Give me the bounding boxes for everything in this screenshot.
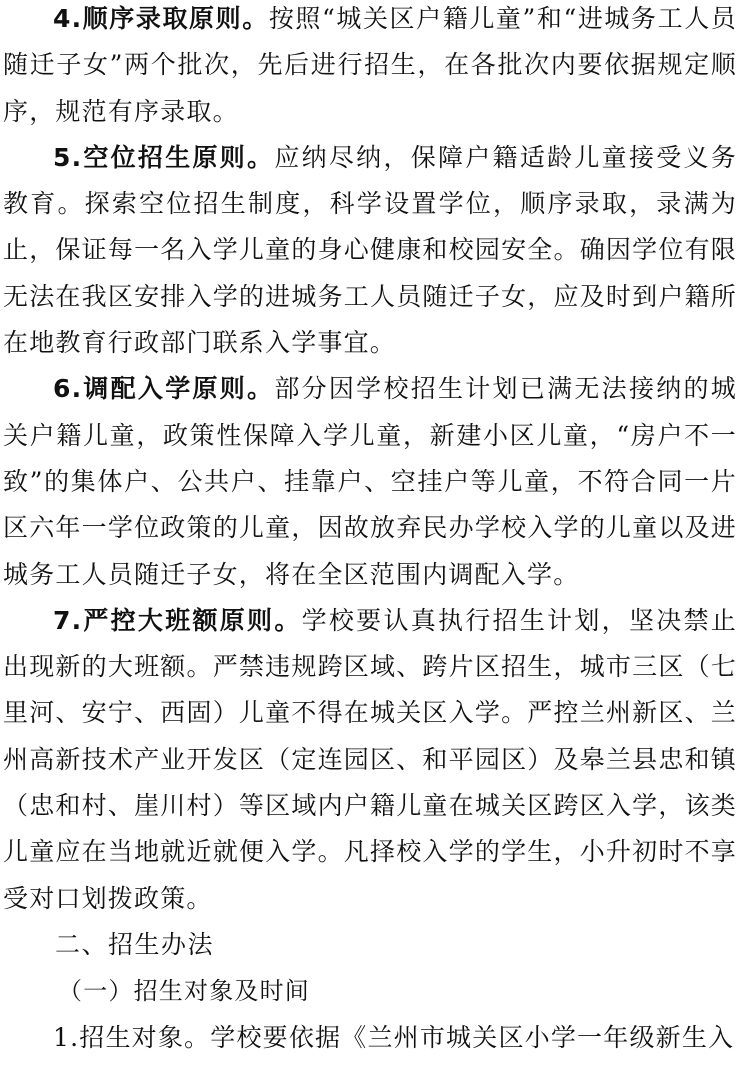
principle-6-heading: 6.调配入学原则。: [53, 374, 275, 404]
principle-7-heading: 7.严控大班额原则。: [53, 605, 302, 635]
section-heading: 二、招生办法: [55, 929, 215, 959]
principle-6-text: 部分因学校招生计划已满无法接纳的城关户籍儿童，政策性保障入学儿童，新建小区儿童，“房户不一致”的集体户、公共户、挂靠户、空挂户等儿童，不符合同一片区六年一学位政策的儿童，因故放弃民办学校入学的儿童以及进城务工人员随迁子女，将在全区范围内调配入学。: [3, 374, 737, 589]
principle-4-paragraph: [0, 0, 737, 135]
principle-7-text: 学校要认真执行招生计划，坚决禁止出现新的大班额。严禁违规跨区域、跨片区招生，城市三区（七里河、安宁、西固）儿童不得在城关区入学。严控兰州新区、兰州高新技术产业开发区（定连园区、和平园区）及皋兰县忠和镇（忠和村、崖川村）等区域内户籍儿童在城关区跨区入学，该类儿童应在当地就近就便入学。凡择校入学的学生，小升初时不享受对口划拨政策。: [3, 605, 737, 913]
subsection-heading: （一）招生对象及时间: [58, 977, 310, 1006]
principle-4-heading: 4.顺序录取原则。: [53, 4, 269, 33]
principle-6-paragraph: [0, 366, 737, 597]
enrollment-target-paragraph: 1.招生对象。学校要依据《兰州市城关区小学一年级新生入: [53, 1022, 735, 1052]
principle-4-text: 按照“城关区户籍儿童”和“进城务工人员随迁子女”两个批次，先后进行招生，在各批次内要依据规定顺序，规范有序录取。: [3, 4, 737, 126]
principle-5-heading: 5.空位招生原则。: [53, 142, 275, 172]
principle-5-paragraph: [0, 135, 737, 366]
principle-7-paragraph: [0, 598, 737, 922]
principle-5-text: 应纳尽纳，保障户籍适龄儿童接受义务教育。探索空位招生制度，科学设置学位，顺序录取，录满为止，保证每一名入学儿童的身心健康和校园安全。确因学位有限无法在我区安排入学的进城务工人员随迁子女，应及时到户籍所在地教育行政部门联系入学事宜。: [3, 142, 737, 358]
